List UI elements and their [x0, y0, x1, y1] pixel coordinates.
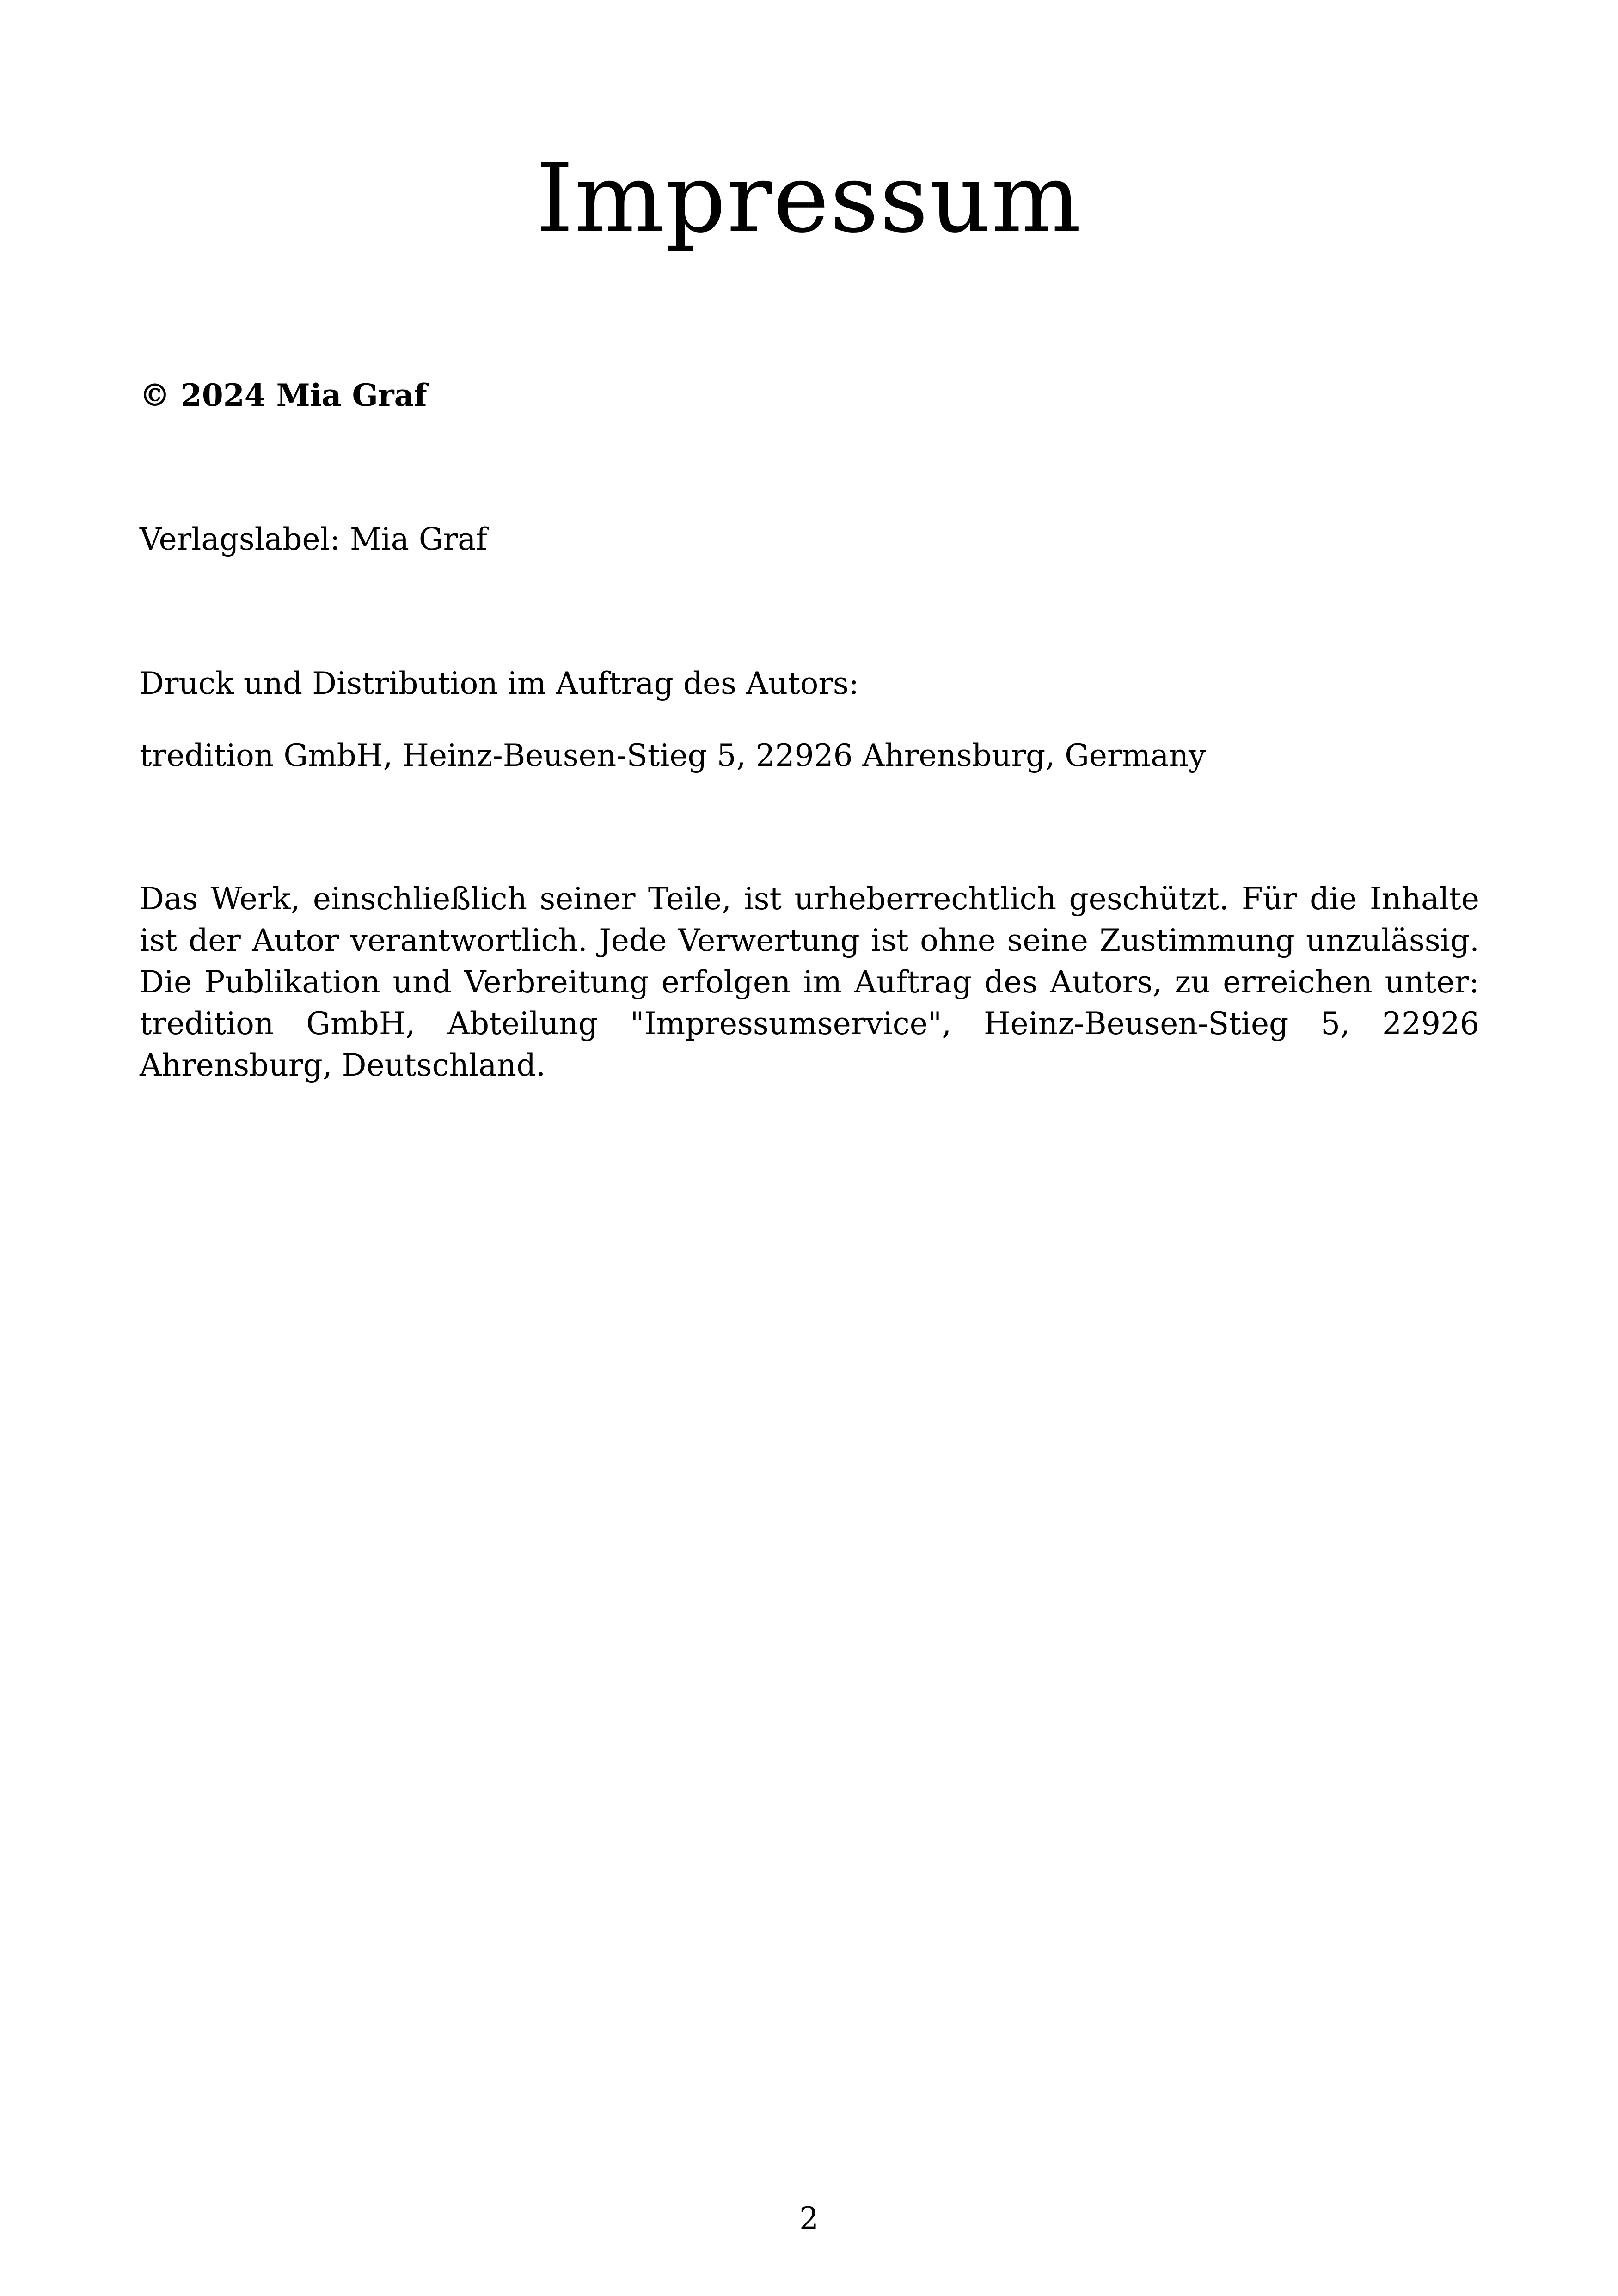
legal-notice-paragraph: Das Werk, einschließlich seiner Teile, ist urheberrechtlich geschützt. Für die Inhalte ist der Autor verantwortlich. Jede Verwertung ist ohne seine Zustimmung unzulässig. Die Publikation und Verbreitung erfolgen im Auftrag des Autors, zu erreichen unter: tredition GmbH, Abteilung "Impressumservice", Heinz-Beusen-Stieg 5, 22926 Ahrensburg, Deutschland. [140, 881, 1479, 1083]
copyright-line: © 2024 Mia Graf [140, 377, 427, 413]
print-distribution-address: tredition GmbH, Heinz-Beusen-Stieg 5, 22926 Ahrensburg, Germany [140, 738, 1206, 773]
page-number: 2 [799, 2201, 819, 2236]
publisher-label: Verlagslabel: Mia Graf [140, 521, 487, 557]
print-distribution-heading: Druck und Distribution im Auftrag des Autors: [140, 666, 859, 701]
page-title: Impressum [536, 144, 1082, 254]
